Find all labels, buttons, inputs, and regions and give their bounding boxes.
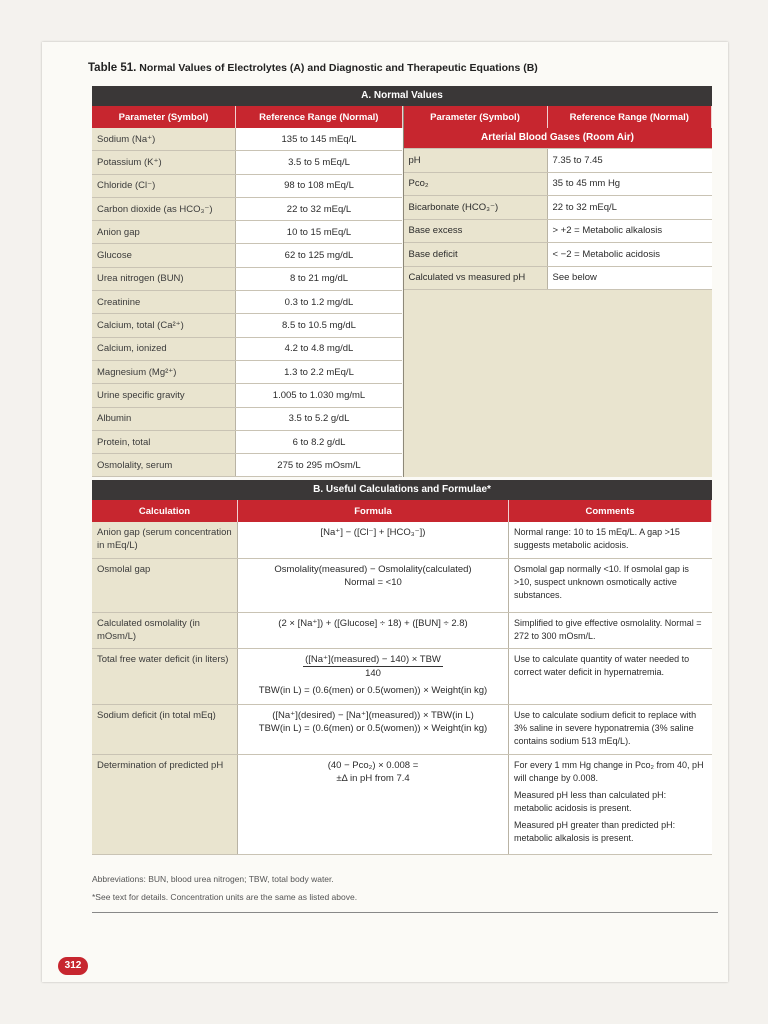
section-a <box>92 86 712 477</box>
table-caption: Normal Values of Electrolytes (A) and Diagnostic and Therapeutic Equations (B) <box>139 62 538 74</box>
calc-cell: Calculated osmolality (in mOsm/L) <box>92 612 238 648</box>
range-cell: 8.5 to 10.5 mg/dL <box>236 314 403 337</box>
section-a-heading: A. Normal Values <box>92 86 712 106</box>
abbreviations-note: Abbreviations: BUN, blood urea nitrogen; TBW, total body water. <box>92 874 334 884</box>
formula-line: (40 − Pco₂) × 0.008 = <box>327 759 419 771</box>
calc-cell: Total free water deficit (in liters) <box>92 648 238 704</box>
param-cell: Carbon dioxide (as HCO₃⁻) <box>92 197 236 220</box>
param-cell: Calcium, total (Ca²⁺) <box>92 314 236 337</box>
param-cell: Urine specific gravity <box>92 384 236 407</box>
abg-heading: Arterial Blood Gases (Room Air) <box>404 128 712 148</box>
col-header-range: Reference Range (Normal) <box>547 106 712 128</box>
table-row <box>404 219 712 243</box>
table-row <box>92 244 402 267</box>
table-row <box>404 266 712 290</box>
formula-line: ±Δ in pH from 7.4 <box>336 772 410 784</box>
range-cell: 22 to 32 mEq/L <box>547 196 712 220</box>
range-cell: 98 to 108 mEq/L <box>236 174 403 197</box>
comment-cell: Use to calculate sodium deficit to replace with 3% saline in severe hyponatremia (3% saline contains sodium 513 mEq/L). <box>509 704 712 754</box>
abg-table <box>404 106 713 290</box>
table-row <box>92 337 402 360</box>
table-row <box>92 648 712 704</box>
table-row <box>92 407 402 430</box>
range-cell: 0.3 to 1.2 mg/dL <box>236 291 403 314</box>
range-cell: 3.5 to 5.2 g/dL <box>236 407 403 430</box>
range-cell: 10 to 15 mEq/L <box>236 221 403 244</box>
param-cell: pH <box>404 149 548 173</box>
book-page <box>42 42 728 982</box>
formula-cell <box>238 754 509 854</box>
param-cell: Anion gap <box>92 221 236 244</box>
param-cell: Glucose <box>92 244 236 267</box>
range-cell: > +2 = Metabolic alkalosis <box>547 219 712 243</box>
range-cell: 3.5 to 5 mEq/L <box>236 151 403 174</box>
section-b <box>92 480 712 855</box>
col-header-formula: Formula <box>238 500 509 522</box>
comment-line: Measured pH less than calculated pH: metabolic acidosis is present. <box>514 789 667 813</box>
range-cell: 1.005 to 1.030 mg/mL <box>236 384 403 407</box>
comment-cell <box>509 754 712 854</box>
table-row <box>92 151 402 174</box>
range-cell: 22 to 32 mEq/L <box>236 197 403 220</box>
range-cell: < −2 = Metabolic acidosis <box>547 243 712 267</box>
comment-line: Measured pH greater than predicted pH: metabolic alkalosis is present. <box>514 819 676 843</box>
param-cell: Chloride (Cl⁻) <box>92 174 236 197</box>
table-row <box>404 149 712 173</box>
table-row <box>92 704 712 754</box>
comment-line: For every 1 mm Hg change in Pco₂ from 40, pH will change by 0.008. <box>514 759 704 783</box>
calculations-table <box>92 500 712 855</box>
table-row <box>92 430 402 453</box>
table-row <box>404 243 712 267</box>
table-row <box>92 197 402 220</box>
page-number-badge: 312 <box>58 957 88 975</box>
table-row <box>92 128 402 151</box>
param-cell: Creatinine <box>92 291 236 314</box>
range-cell: 1.3 to 2.2 mEq/L <box>236 360 403 383</box>
calc-cell: Osmolal gap <box>92 558 238 612</box>
table-row <box>92 612 712 648</box>
table-title <box>88 62 538 74</box>
table-row <box>92 314 402 337</box>
range-cell: See below <box>547 266 712 290</box>
table-notes <box>92 874 357 910</box>
comment-cell: Simplified to give effective osmolality. Normal = 272 to 300 mOsm/L. <box>509 612 712 648</box>
range-cell: 135 to 145 mEq/L <box>236 128 403 151</box>
range-cell: 35 to 45 mm Hg <box>547 172 712 196</box>
table-row <box>92 291 402 314</box>
col-header-range: Reference Range (Normal) <box>236 106 403 128</box>
abg-panel <box>403 106 713 477</box>
table-row <box>92 221 402 244</box>
formula-line: Normal = <10 <box>344 576 402 588</box>
formula-cell: (2 × [Na⁺]) + ([Glucose] ÷ 18) + ([BUN] ÷ 2.8) <box>238 612 509 648</box>
section-b-heading: B. Useful Calculations and Formulae* <box>92 480 712 500</box>
footnote: *See text for details. Concentration units are the same as listed above. <box>92 892 358 902</box>
formula-line: TBW(in L) = (0.6(men) or 0.5(women)) × Weight(in kg) <box>258 722 488 734</box>
range-cell: 6 to 8.2 g/dL <box>236 430 403 453</box>
param-cell: Bicarbonate (HCO₃⁻) <box>404 196 548 220</box>
param-cell: Protein, total <box>92 430 236 453</box>
param-cell: Base excess <box>404 219 548 243</box>
table-row <box>92 754 712 854</box>
range-cell: 4.2 to 4.8 mg/dL <box>236 337 403 360</box>
comment-cell: Normal range: 10 to 15 mEq/L. A gap >15 suggests metabolic acidosis. <box>509 522 712 558</box>
formula-cell <box>238 558 509 612</box>
formula-line: ([Na⁺](desired) − [Na⁺](measured)) × TBW(in L) <box>272 709 474 721</box>
range-cell: 7.35 to 7.45 <box>547 149 712 173</box>
normal-values-left-table <box>92 106 403 477</box>
col-header-comments: Comments <box>509 500 712 522</box>
comment-cell: Use to calculate quantity of water needed to correct water deficit in hypernatremia. <box>509 648 712 704</box>
col-header-parameter: Parameter (Symbol) <box>404 106 548 128</box>
param-cell: Potassium (K⁺) <box>92 151 236 174</box>
param-cell: Base deficit <box>404 243 548 267</box>
formula-cell: [Na⁺] − ([Cl⁻] + [HCO₃⁻]) <box>238 522 509 558</box>
formula-cell <box>238 648 509 704</box>
divider <box>92 912 718 913</box>
param-cell: Sodium (Na⁺) <box>92 128 236 151</box>
table-row <box>92 360 402 383</box>
formula-cell <box>238 704 509 754</box>
param-cell: Pco₂ <box>404 172 548 196</box>
range-cell: 275 to 295 mOsm/L <box>236 454 403 477</box>
table-row <box>92 267 402 290</box>
fraction <box>303 653 443 680</box>
param-cell: Urea nitrogen (BUN) <box>92 267 236 290</box>
table-row <box>404 172 712 196</box>
table-row <box>92 558 712 612</box>
param-cell: Magnesium (Mg²⁺) <box>92 360 236 383</box>
formula-line: TBW(in L) = (0.6(men) or 0.5(women)) × Weight(in kg) <box>258 684 488 696</box>
formula-line: Osmolality(measured) − Osmolality(calculated) <box>274 563 472 575</box>
fraction-numerator: ([Na⁺](measured) − 140) × TBW <box>305 653 441 665</box>
calc-cell: Sodium deficit (in total mEq) <box>92 704 238 754</box>
range-cell: 8 to 21 mg/dL <box>236 267 403 290</box>
comment-cell: Osmolal gap normally <10. If osmolal gap is >10, suspect unknown osmotically active substances. <box>509 558 712 612</box>
param-cell: Albumin <box>92 407 236 430</box>
table-row <box>92 174 402 197</box>
range-cell: 62 to 125 mg/dL <box>236 244 403 267</box>
calc-cell: Anion gap (serum concentration in mEq/L) <box>92 522 238 558</box>
col-header-calculation: Calculation <box>92 500 238 522</box>
param-cell: Osmolality, serum <box>92 454 236 477</box>
table-row <box>92 384 402 407</box>
param-cell: Calcium, ionized <box>92 337 236 360</box>
col-header-parameter: Parameter (Symbol) <box>92 106 236 128</box>
fraction-denominator: 140 <box>365 667 381 679</box>
table-number: Table 51. <box>88 62 137 74</box>
table-row <box>404 196 712 220</box>
table-row <box>92 522 712 558</box>
table-row <box>92 454 402 477</box>
calc-cell: Determination of predicted pH <box>92 754 238 854</box>
param-cell: Calculated vs measured pH <box>404 266 548 290</box>
